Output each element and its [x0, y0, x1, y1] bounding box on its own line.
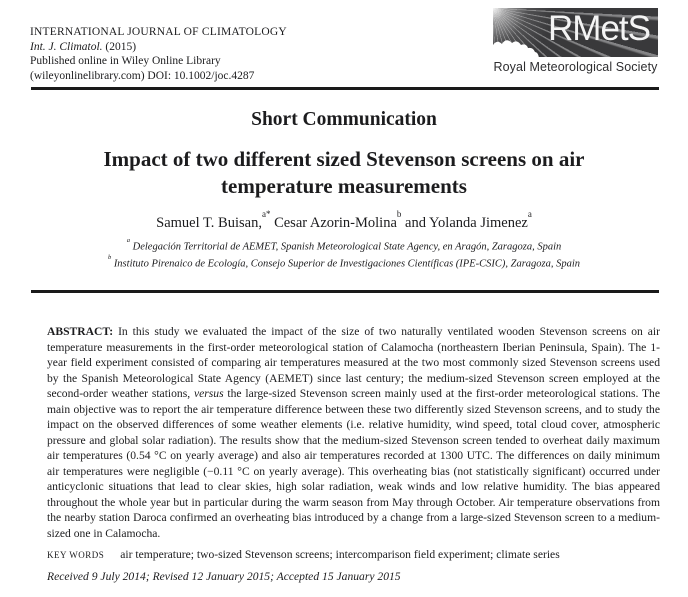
affiliation-mark: a — [126, 237, 130, 245]
author-affiliation-mark: a* — [261, 208, 271, 219]
journal-header — [30, 25, 287, 83]
rmets-logo — [493, 8, 658, 74]
affiliation-line — [0, 254, 688, 271]
abstract-text: In this study we evaluated the impact of the size of two naturally ventilated wooden Stevenson screens on air temperature measurements in the first-order meteorological station of Calamocha (northeastern Iberian Peninsula, Spain). The 1-year field experiment consisted of comparing air temperatures measured at the two most commonly sized Stevenson screens used by the Spanish Meteorological State Agency (AEMET) since last century; the medium-sized Stevenson screen employed at the second-order weather stations, — [47, 325, 660, 400]
author-affiliation-mark: a — [527, 208, 532, 219]
published-line: Published online in Wiley Online Library — [30, 55, 221, 67]
author-name: Samuel T. Buisan, — [156, 214, 262, 231]
author-name: Cesar Azorin-Molina — [270, 214, 397, 231]
affiliations-block — [0, 237, 688, 270]
citation-year: (2015) — [102, 40, 137, 53]
abstract-divider-rule — [31, 290, 659, 293]
header-divider-rule — [31, 87, 659, 90]
affiliation-mark: b — [107, 253, 112, 261]
abstract-paragraph — [47, 324, 660, 541]
journal-name: INTERNATIONAL JOURNAL OF CLIMATOLOGY — [30, 26, 287, 38]
society-name: Royal Meteorological Society — [493, 60, 658, 74]
affiliation-line — [0, 237, 688, 254]
author-name: and Yolanda Jimenez — [401, 214, 528, 231]
abstract-versus-italic: versus — [193, 387, 224, 400]
keywords-text: air temperature; two-sized Stevenson screens; intercomparison field experiment; climate series — [120, 548, 560, 561]
journal-citation — [30, 40, 287, 55]
abstract-text: the large-sized Stevenson screen mainly used at the first-order meteorological stations. The main objective was to report the air temperature difference between these two differently sized Stevenson screens, and to study the impact on the observed differences of some weather elements (i.e. relative humidity, wind speed, total cloud cover, atmospheric pressure and global solar radiation). The results show that the medium-sized Stevenson screen tended to overheat daily maximum air temperatures (0.54 °C on yearly average) and also air temperatures recorded at 1300 UTC. The differences on daily minimum air temperatures were negligible (−0.11 °C on yearly average). This overheating bias (not statistically significant) occurred under anticyclonic situations that lead to clear skies, high solar radiation, weak winds and low relative humidity. The bias appeared throughout the whole year but in particular during the warm season from May through October. Air temperature observations from the nearby station Daroca confirmed an overheating bias introduced by a change from a large-sized Stevenson screen to a medium-sized one in Calamocha. — [47, 387, 660, 540]
keywords-label: KEY WORDS — [47, 550, 105, 560]
affiliation-text: Instituto Pirenaico de Ecología, Consejo Superior de Investigaciones Científicas (IPE-CSIC), Zaragoza, Spain — [111, 258, 581, 269]
doi-line: (wileyonlinelibrary.com) DOI: 10.1002/joc.4287 — [30, 69, 255, 82]
article-type-heading: Short Communication — [251, 109, 437, 130]
rmets-logo-box — [493, 8, 658, 57]
cloud-icon — [493, 36, 545, 57]
affiliation-text: Delegación Territorial de AEMET, Spanish Meteorological State Agency, en Aragón, Zaragoza, Spain — [130, 241, 562, 253]
article-title: Impact of two different sized Stevenson screens on air temperature measurements — [103, 147, 585, 198]
citation-abbrev: Int. J. Climatol. — [30, 40, 103, 53]
rmets-wordmark: RMetS — [548, 9, 650, 48]
keywords-line — [47, 548, 660, 561]
author-affiliation-mark: b — [396, 208, 402, 219]
author-line — [0, 208, 688, 232]
received-revised-accepted-line: Received 9 July 2014; Revised 12 January 2015; Accepted 15 January 2015 — [47, 570, 401, 583]
abstract-label: ABSTRACT: — [47, 325, 114, 338]
